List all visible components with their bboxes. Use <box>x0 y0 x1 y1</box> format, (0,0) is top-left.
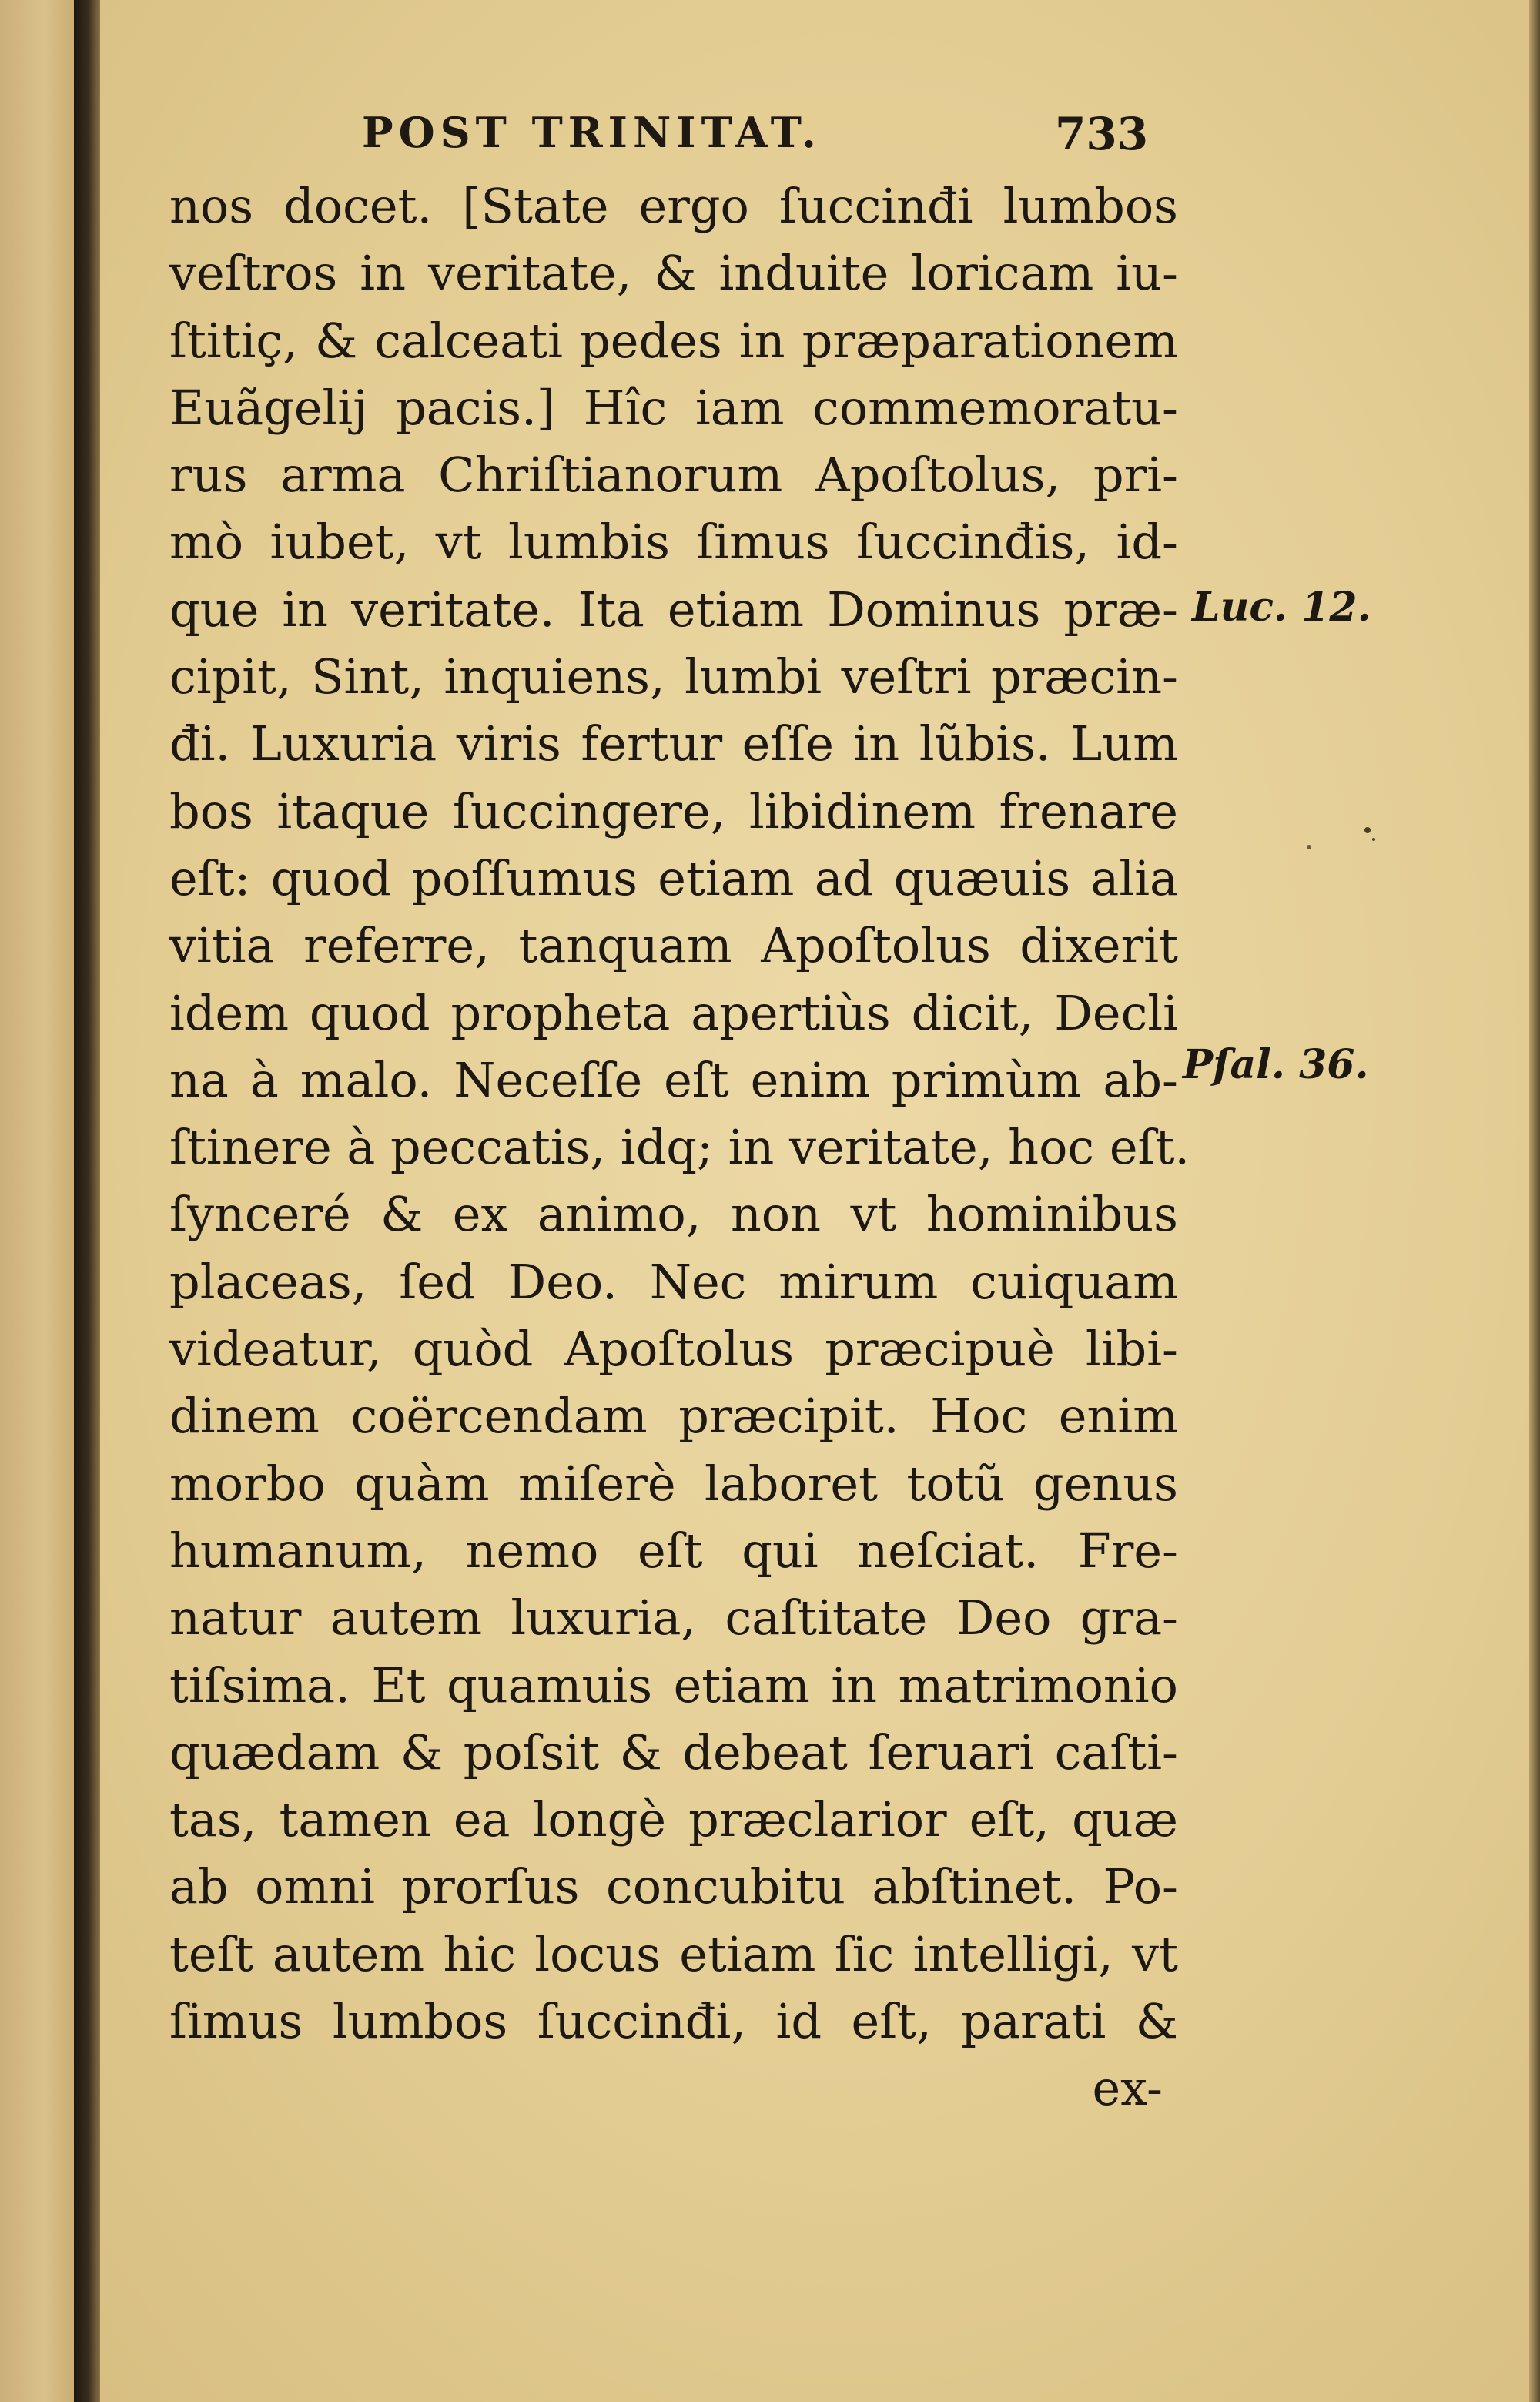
text-line: rus arma Chriſtianorum Apoſtolus, pri- <box>169 447 1178 504</box>
text-line: bos itaque ſuccingere, libidinem frenare <box>169 782 1178 839</box>
text-line: natur autem luxuria, caſtitate Deo gra- <box>169 1590 1178 1647</box>
text-line: quædam & poſsit & debeat ſeruari caſti- <box>169 1724 1178 1781</box>
text-line: mò iubet, vt lumbis ſimus ſuccinđis, id- <box>169 514 1178 571</box>
text-line: cipit, Sint, inquiens, lumbi veſtri præcin- <box>169 648 1178 705</box>
text-line: đi. Luxuria viris fertur eſſe in lũbis. Lum <box>169 715 1178 772</box>
text-line: Euãgelij pacis.] Hîc iam commemoratu- <box>169 379 1178 436</box>
text-line: videatur, quòd Apoſtolus præcipuè libi- <box>169 1321 1178 1378</box>
text-line: tas, tamen ea longè præclarior eſt, quæ <box>169 1791 1178 1848</box>
binding-shadow <box>74 0 100 2402</box>
catchword: ex- <box>1092 2060 1163 2117</box>
text-line: nos docet. [State ergo ſuccinđi lumbos <box>169 178 1178 234</box>
margin-note-psalm: Pſal. 36. <box>1183 1041 1369 1088</box>
page-edge <box>1529 0 1540 2402</box>
text-line: tiſsima. Et quamuis etiam in matrimonio <box>169 1657 1178 1714</box>
text-line: humanum, nemo eſt qui neſciat. Fre- <box>169 1522 1178 1579</box>
text-line: ſtitiç, & calceati pedes in præparationem <box>169 312 1178 369</box>
text-line: ſimus lumbos ſuccinđi, id eſt, parati & <box>169 1993 1178 2050</box>
text-line: que in veritate. Ita etiam Dominus præ- <box>169 581 1178 638</box>
text-line: vitia referre, tanquam Apoſtolus dixerit <box>169 917 1178 974</box>
text-line: idem quod propheta apertiùs dicit, Decli <box>169 984 1178 1041</box>
page-gutter <box>0 0 74 2402</box>
page-number: 733 <box>1055 108 1149 160</box>
text-line: dinem coërcendam præcipit. Hoc enim <box>169 1388 1178 1445</box>
page-header <box>362 108 1178 169</box>
ink-specks <box>1294 816 1386 863</box>
body-text <box>169 173 1190 2122</box>
text-line: ſynceré & ex animo, non vt hominibus <box>169 1186 1178 1243</box>
text-line: ſtinere à peccatis, idq; in veritate, hoc eſt. <box>169 1119 1190 1176</box>
running-title: POST TRINITAT. <box>362 108 822 157</box>
text-line: veſtros in veritate, & induite loricam iu- <box>169 245 1178 302</box>
text-line: eſt: quod poſſumus etiam ad quæuis alia <box>169 849 1178 906</box>
text-line: placeas, ſed Deo. Nec mirum cuiquam <box>169 1253 1178 1310</box>
text-line: morbo quàm miſerè laboret totũ genus <box>169 1455 1178 1512</box>
text-line: ab omni prorſus concubitu abſtinet. Po- <box>169 1858 1178 1915</box>
text-line: na à malo. Neceſſe eſt enim primùm ab- <box>169 1051 1178 1108</box>
margin-note-luke: Luc. 12. <box>1192 584 1371 631</box>
text-line: teſt autem hic locus etiam ſic intelligi, vt <box>169 1925 1178 1982</box>
